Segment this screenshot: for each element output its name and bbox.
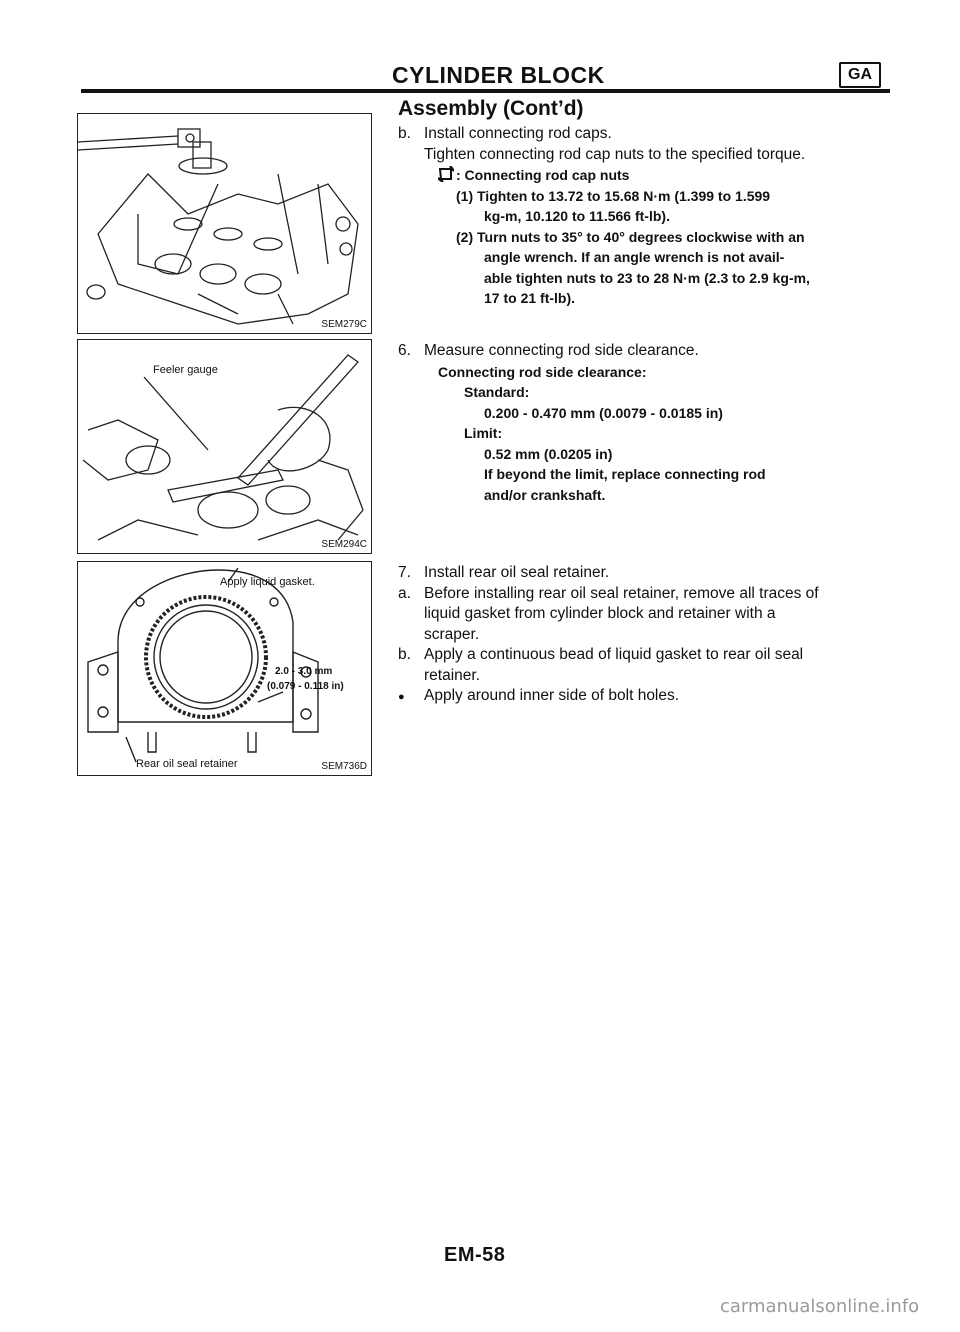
torque-item-1-cont: kg-m, 10.120 to 11.566 ft-lb).: [484, 208, 670, 224]
bead-width-label: 2.0 - 3.0 mm: [275, 666, 333, 677]
step-text: Before installing rear oil seal retainer, remove all traces of: [424, 584, 819, 602]
section-title: CYLINDER BLOCK: [392, 62, 605, 88]
bead-width-inch-label: (0.079 - 0.118 in): [267, 681, 344, 692]
step-text: Measure connecting rod side clearance.: [424, 342, 699, 359]
figure-code: SEM736D: [321, 761, 367, 772]
step-marker: b.: [398, 125, 411, 142]
step-6: [398, 341, 766, 505]
step-b-caps: [398, 124, 810, 309]
limit-label: Limit:: [464, 425, 503, 441]
torque-item-2-cont: 17 to 21 ft-lb).: [484, 290, 576, 306]
limit-note: If beyond the limit, replace connecting rod: [484, 466, 766, 482]
step-marker: 6.: [398, 342, 411, 359]
page-subtitle: Assembly (Cont’d): [398, 97, 584, 120]
step-marker: b.: [398, 646, 411, 663]
spec-heading: Connecting rod side clearance:: [438, 363, 647, 380]
torque-item-1: (1) Tighten to 13.72 to 15.68 N·m (1.399 to 1.599: [456, 187, 771, 204]
step-text: Apply a continuous bead of liquid gasket to rear oil seal: [424, 646, 804, 663]
header-rule: [81, 89, 890, 93]
limit-value: 0.52 mm (0.0205 in): [484, 445, 613, 462]
figure-code: SEM294C: [321, 539, 367, 550]
step-marker: 7.: [398, 564, 411, 581]
step-text: retainer.: [424, 666, 481, 684]
standard-value: 0.200 - 0.470 mm (0.0079 - 0.0185 in): [484, 404, 723, 421]
section-badge: GA: [839, 62, 881, 88]
apply-liquid-gasket-label: Apply liquid gasket.: [220, 576, 315, 588]
step-text: Apply around inner side of bolt holes.: [424, 687, 680, 704]
engine-block-illustration: [78, 114, 373, 335]
step-text: Install connecting rod caps.: [424, 125, 612, 142]
limit-note-cont: and/or crankshaft.: [484, 486, 606, 503]
bullet-icon: ●: [398, 691, 405, 703]
step-7: [398, 563, 819, 708]
page-number: EM-58: [444, 1244, 506, 1266]
figure-feeler-gauge: [77, 339, 372, 554]
feeler-gauge-label: Feeler gauge: [153, 364, 218, 376]
torque-item-2: (2) Turn nuts to 35° to 40° degrees clockwise with an: [456, 228, 805, 245]
step-text: Install rear oil seal retainer.: [424, 564, 610, 581]
torque-item-2-cont: able tighten nuts to 23 to 28 N·m (2.3 to 2.9 kg-m,: [484, 269, 810, 286]
step-marker: a.: [398, 584, 411, 602]
figure-code: SEM279C: [321, 319, 367, 330]
step-text: Tighten connecting rod cap nuts to the specified torque.: [424, 145, 806, 163]
rear-oil-seal-retainer-label: Rear oil seal retainer: [136, 758, 238, 770]
torque-wrench-icon: [438, 166, 454, 182]
watermark: carmanualsonline.info: [720, 1296, 920, 1317]
feeler-gauge-illustration: [78, 340, 373, 555]
torque-spec-label: : Connecting rod cap nuts: [456, 167, 630, 183]
figure-rod-cap-torque: [77, 113, 372, 334]
figure-rear-oil-seal-retainer: [77, 561, 372, 776]
step-text: scraper.: [424, 625, 480, 643]
step-text: liquid gasket from cylinder block and retainer with a: [424, 605, 776, 622]
torque-item-2-cont: angle wrench. If an angle wrench is not avail-: [484, 249, 785, 265]
standard-label: Standard:: [464, 384, 530, 400]
